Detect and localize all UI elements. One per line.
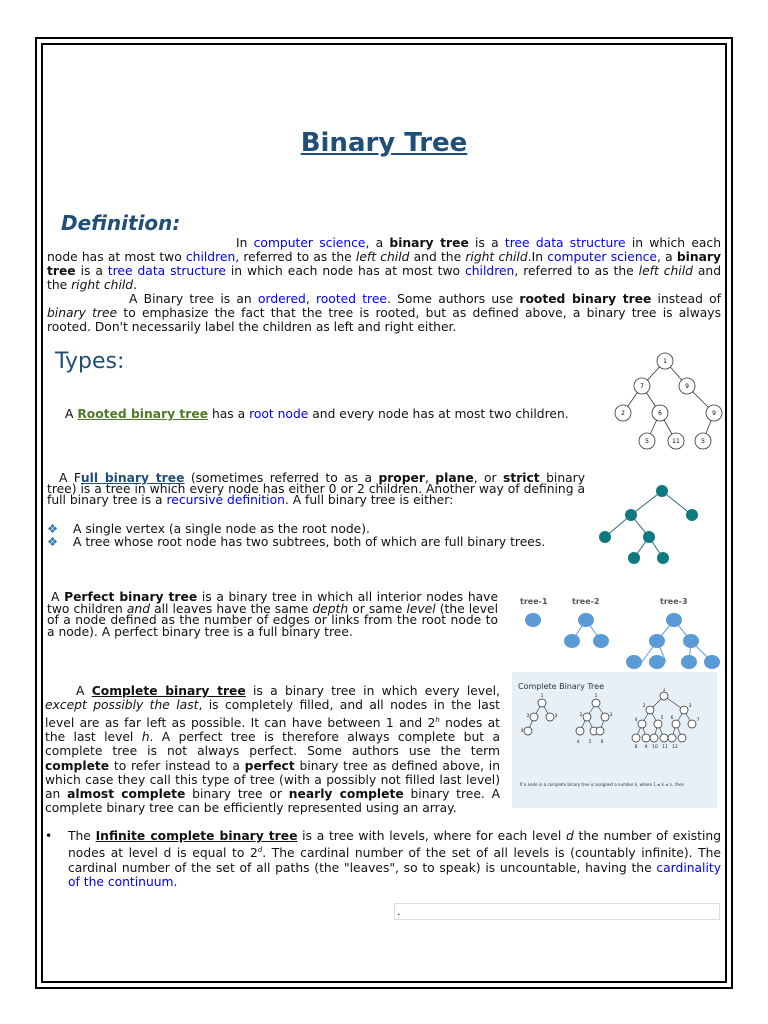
link-computer-science-2[interactable]: computer science xyxy=(547,250,657,264)
rooted-node-label: 5 xyxy=(645,438,649,445)
link-recursive-definition[interactable]: recursive definition xyxy=(166,493,285,507)
rooted-node-label: 5 xyxy=(701,438,705,445)
complete-node-label: 6 xyxy=(600,740,604,745)
infinite-complete-tree-item: • The Infinite complete binary tree is a tree with levels, where for each level d the number of existing nodes at level d is equal to 2$^d$. The cardinal number of the set of all levels is (countably infinite). The cardinal number of the set of all paths (the "leaves", so to speak) is uncountable, having the cardinality of the continuum. xyxy=(45,829,722,890)
rooted-binary-tree-figure xyxy=(610,348,728,458)
full-binary-tree-term: ull binary tree xyxy=(80,471,185,485)
rooted-node-label: 9 xyxy=(712,410,716,417)
rooted-node-label: 11 xyxy=(672,438,680,445)
complete-node-label: 7 xyxy=(696,718,700,723)
complete-node-label: 3 xyxy=(688,704,692,709)
rooted-binary-tree-paragraph: A Rooted binary tree has a root node and every node has at most two children. xyxy=(65,407,569,421)
diamond-bullet-icon: ❖ xyxy=(47,522,59,536)
complete-node-label: 3 xyxy=(609,713,613,718)
perfect-tree-label: tree-2 xyxy=(572,597,600,606)
complete-node-label: 8 xyxy=(634,745,638,750)
complete-node-label: 10 xyxy=(652,745,658,750)
complete-node-label: 11 xyxy=(662,745,668,750)
types-heading: Types: xyxy=(55,349,125,374)
link-tree-data-structure-2[interactable]: tree data structure xyxy=(107,264,226,278)
definition-paragraph-2: A Binary tree is an ordered, rooted tree. Some authors use rooted binary tree instead of binary tree to emphasize the fact that the tree is rooted, but as defined above, a binary tree is always rooted. Don't necessarily label the children as left and right either. xyxy=(47,292,721,334)
link-rooted-tree[interactable]: rooted tree xyxy=(315,292,387,306)
complete-node-label: 2 xyxy=(526,714,530,719)
empty-text-box: . xyxy=(394,903,720,920)
rooted-node-label: 2 xyxy=(621,410,625,417)
complete-tree-caption: Complete Binary Tree xyxy=(518,682,605,691)
complete-node-label: 1 xyxy=(540,694,544,699)
complete-binary-tree-paragraph: A Complete binary tree is a binary tree in which every level, except possibly the last, is completely filled, and all nodes in the last level are as far left as possible. It can have between 1 and 2$^h$ nodes at the last level h. A perfect tree is therefore always complete but a complete tree is not always perfect. Some authors use the term complete to refer instead to a perfect binary tree as defined above, in which case they call this type of tree (with a possibly not filled last level) an almost complete binary tree or nearly complete binary tree. A complete binary tree can be efficiently represented using an array. xyxy=(45,684,501,816)
perfect-tree-label: tree-3 xyxy=(660,597,688,606)
perfect-binary-tree-paragraph: A Perfect binary tree is a binary tree in which all interior nodes have two children and all leaves have the same depth or same level (the level of a node defined as the number of edges or links from the root node to a node). A perfect binary tree is a full binary tree. xyxy=(47,590,499,639)
complete-node-label: 4 xyxy=(520,729,524,734)
link-children[interactable]: children xyxy=(185,250,236,264)
complete-tree-footer: If a node in a complete binary tree is assigned a number k, where 1 ≤ k ≤ n, then xyxy=(520,782,685,787)
definition-paragraph-1: In computer science, a binary tree is a tree data structure in which each node has at most two children, referred to as the left child and the right child.In computer science, a binary tree is a tree data structure in which each node has at most two children, referred to as the left child and the right child. xyxy=(47,236,721,292)
rooted-node-label: 1 xyxy=(663,358,667,365)
full-binary-tree-figure xyxy=(596,482,706,568)
complete-node-label: 5 xyxy=(588,740,592,745)
link-node[interactable]: node xyxy=(277,407,309,421)
rooted-node-label: 9 xyxy=(685,383,689,390)
bullet-icon: • xyxy=(45,829,53,843)
complete-node-label: 1 xyxy=(662,688,666,693)
perfect-tree-label: tree-1 xyxy=(520,597,548,606)
link-root[interactable]: root xyxy=(249,407,274,421)
full-tree-bullet-list xyxy=(47,523,545,549)
complete-node-label: 5 xyxy=(660,716,664,721)
complete-binary-tree-figure xyxy=(512,672,717,808)
complete-node-label: 12 xyxy=(672,745,678,750)
perfect-binary-tree-figure xyxy=(514,593,724,671)
list-item: ❖ A tree whose root node has two subtrees, both of which are full binary trees. xyxy=(47,535,546,549)
complete-node-label: 9 xyxy=(644,745,648,750)
page-title: Binary Tree xyxy=(300,128,468,158)
link-ordered[interactable]: ordered xyxy=(257,292,306,306)
complete-node-label: 4 xyxy=(634,718,638,723)
definition-heading: Definition: xyxy=(61,211,181,235)
diamond-bullet-icon: ❖ xyxy=(47,535,59,549)
complete-node-label: 2 xyxy=(642,704,646,709)
rooted-binary-tree-term: Rooted binary tree xyxy=(77,407,209,421)
rooted-node-label: 7 xyxy=(640,383,644,390)
link-cardinality-of-the-continuum[interactable]: cardinality of the continuum xyxy=(68,860,721,890)
full-binary-tree-paragraph: A Full binary tree (sometimes referred to as a proper, plane, or strict binary tree) is a tree in which every node has either 0 or 2 children. Another way of defining a full binary tree is a recursive definition. A full binary tree is either: xyxy=(47,471,585,507)
complete-node-label: 1 xyxy=(594,694,598,699)
link-children-2[interactable]: children xyxy=(465,264,515,278)
complete-node-label: 3 xyxy=(554,714,558,719)
complete-node-label: 2 xyxy=(579,713,583,718)
list-item: ❖ A single vertex (a single node as the root node). xyxy=(47,522,370,536)
link-computer-science[interactable]: computer science xyxy=(253,236,366,250)
link-tree-data-structure[interactable]: tree data structure xyxy=(504,236,626,250)
complete-node-label: 6 xyxy=(670,716,674,721)
rooted-node-label: 6 xyxy=(658,410,662,417)
complete-node-label: 4 xyxy=(576,740,580,745)
